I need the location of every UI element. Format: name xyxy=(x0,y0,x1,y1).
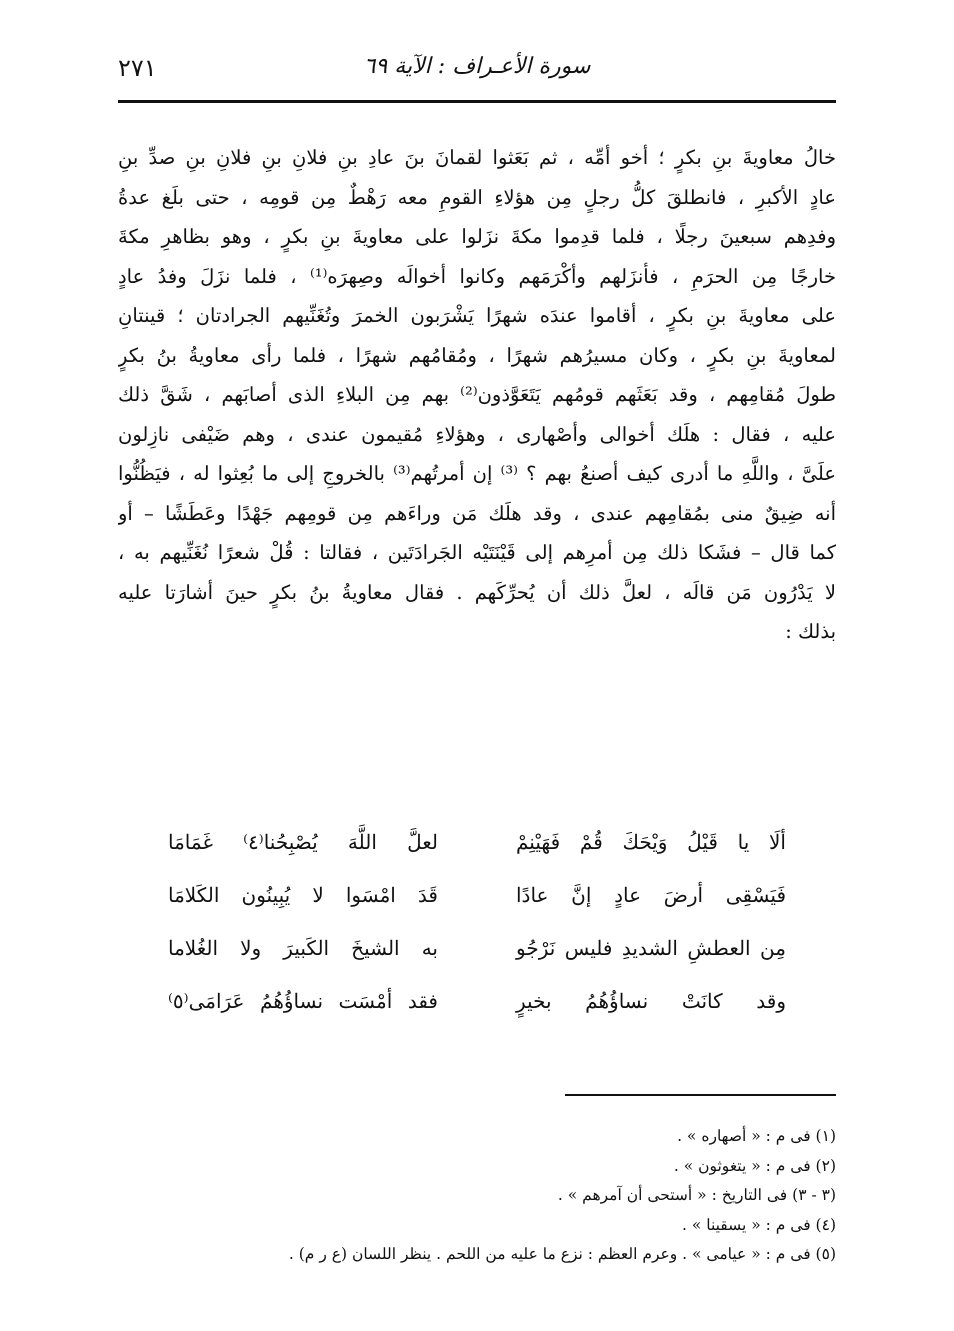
page-header xyxy=(118,52,836,92)
body-line: خارجًا مِن الحرَمِ ، فأنزَلهم وأكْرَمَهم وكانوا أخوالَه وصِهرَه⁽¹⁾ ، فلما نزَلَ وفدُ عادٍ xyxy=(118,264,836,288)
verse-first-hemistich: ألَا يا قَيْلُ وَيْحَكَ قُمْ فَهَيْنِمْ xyxy=(516,830,786,854)
body-line: علَىَّ ، واللَّهِ ما أدرى كيف أصنعُ بهم ؟ ⁽³⁾ إن أمرتُهم⁽³⁾ بالخروجِ إلى ما بُعِثوا له ، فيَظُنُّوا xyxy=(118,462,836,485)
verse-second-hemistich: قَدَ امْسَوا لا يُبِينُون الكَلامَا xyxy=(168,883,438,907)
poem-verse xyxy=(168,830,786,883)
body-line: أنه ضِيقٌ منى بمُقامِهم عندى ، وقد هلَك مَن وراءَهم مِن قومِهم جَهْدًا وعَطَشًا – أو xyxy=(118,501,836,525)
verse-second-hemistich: فقد أمْسَت نساؤُهُمُ عَرَامَى⁽٥⁾ xyxy=(168,989,438,1013)
verse-second-hemistich: لعلَّ اللَّهَ يُصْبِحُنا⁽٤⁾ غَمَامَا xyxy=(168,830,438,854)
body-text xyxy=(118,138,836,652)
body-line: لمعاويةَ بنِ بكرٍ ، وكان مسيرُهم شهرًا ، ومُقامُهم شهرًا ، فلما رأى معاويةُ بنُ بكرٍ xyxy=(118,343,836,367)
footnote-rule xyxy=(565,1094,836,1096)
poem xyxy=(168,830,786,1042)
footnote: (٥) فى م : « عيامى » . وعرم العظم : نزع ما عليه من اللحم . ينظر اللسان (ع ر م) . xyxy=(288,1245,836,1263)
body-line: عادٍ الأكبرِ ، فانطلقَ كلُّ رجلٍ مِن هؤلاءِ القومِ معه رَهْطٌ مِن قومِه ، حتى بلَغ عدةُ xyxy=(118,185,836,209)
body-line: طولَ مُقامِهم ، وقد بَعَثَهم قومُهم يَتَعَوَّذون⁽²⁾ بهم مِن البلاءِ الذى أصابَهم ، شَقَّ ذلك xyxy=(118,383,836,406)
header-rule xyxy=(118,100,836,103)
verse-first-hemistich: وقد كانَتْ نساؤُهُمُ بخيرٍ xyxy=(516,989,786,1013)
footnote: (٤) فى م : « يسقينا » . xyxy=(681,1215,836,1234)
poem-verse xyxy=(168,883,786,936)
body-line: خالُ معاويةَ بنِ بكرٍ ؛ أخو أمِّه ، ثم بَعَثوا لقمانَ بنَ عادِ بنِ فلانِ بنِ فلانِ بنِ صدِّ بنِ xyxy=(118,146,836,169)
footnote: (١) فى م : « أصهاره » . xyxy=(677,1127,836,1145)
running-head: سورة الأعـراف : الآية ٦٩ xyxy=(363,54,591,79)
body-line: لا يَدْرُون مَن قالَه ، لعلَّ ذلك أن يُحرِّكَهم . فقال معاويةُ بنُ بكرٍ حينَ أشارَتا عليه xyxy=(118,580,836,604)
body-line: عليه ، فقال : هلَك أخوالى وأصْهارى ، وهؤلاءِ مُقيمون عندى ، وهم ضَيْفى نازِلون xyxy=(118,422,836,446)
page-number: ٢٧١ xyxy=(118,54,157,82)
body-line: وفدِهم سبعينَ رجلًا ، فلما قدِموا مكةَ نزَلوا على معاويةَ بنِ بكرٍ ، وهو بظاهرِ مكةَ xyxy=(118,225,836,248)
footnote: (٢) فى م : « يتغوثون » . xyxy=(673,1156,836,1175)
poem-verse xyxy=(168,989,786,1042)
body-line: كما قال – فشَكا ذلك مِن أمرِهم إلى قَيْنَتَيْه الجَرادَتَين ، فقالتا : قُلْ شعرًا نُغَنِّيهم به ، xyxy=(118,541,836,564)
verse-second-hemistich: به الشيخَ الكَبيرَ ولا الغُلاما xyxy=(168,936,438,960)
footnote: (٣ - ٣) فى التاريخ : « أستحى أن آمرهم » . xyxy=(557,1186,836,1204)
verse-first-hemistich: فَيَسْقِى أرضَ عادٍ إنَّ عادًا xyxy=(516,883,786,907)
verse-first-hemistich: مِن العطشِ الشديدِ فليس نَرْجُو xyxy=(516,936,786,960)
body-line: بذلك : xyxy=(785,620,836,643)
body-line: على معاويةَ بنِ بكرٍ ، أقاموا عندَه شهرًا يَشْرَبون الخمرَ وتُغَنِّيهم الجرادتان ؛ قينتانِ xyxy=(118,304,836,327)
poem-verse xyxy=(168,936,786,989)
footnotes xyxy=(200,1122,836,1270)
